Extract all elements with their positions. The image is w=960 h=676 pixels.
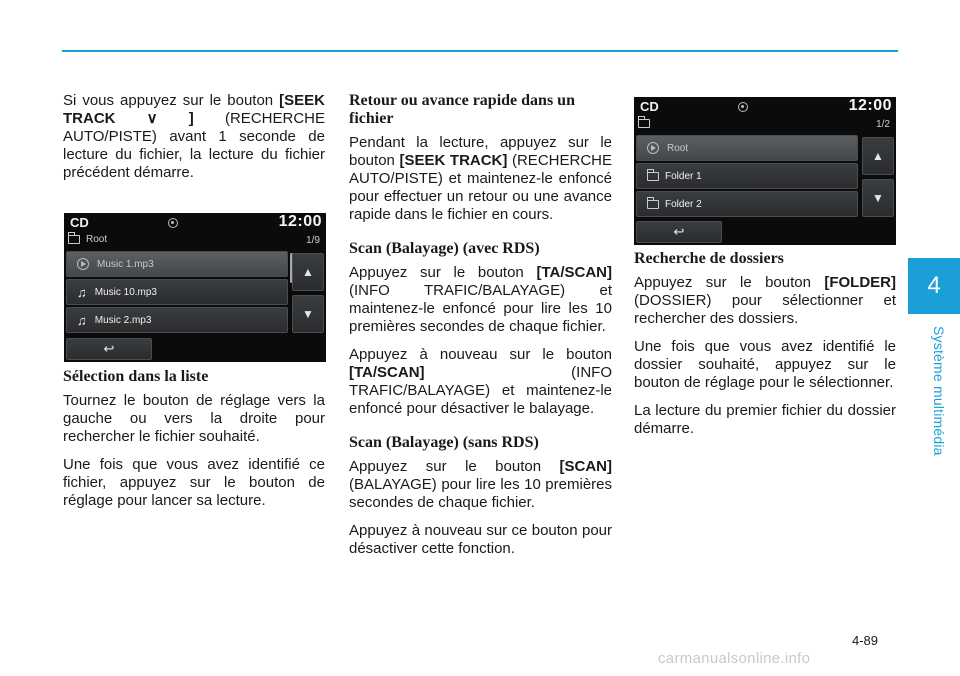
triangle-up-icon: ▲	[302, 265, 314, 279]
heading-scan-no-rds: Scan (Balayage) (sans RDS)	[349, 434, 539, 451]
status-bar	[64, 213, 326, 233]
status-bar	[634, 97, 896, 117]
list-item[interactable]: ♫ Music 10.mp3	[66, 279, 288, 305]
back-arrow-icon: ↩	[103, 341, 115, 356]
folder-icon	[638, 119, 650, 128]
play-icon	[647, 142, 659, 154]
clock: 12:00	[278, 213, 322, 230]
back-button[interactable]	[66, 338, 152, 360]
column-3	[634, 250, 896, 448]
play-paragraph: Une fois que vous avez identifié ce fichier, appuyez sur le bouton de réglage pour lancer sa lecture.	[63, 456, 325, 509]
list-item[interactable]: ♫ Music 2.mp3	[66, 307, 288, 333]
chapter-title: Système multimédia	[931, 326, 947, 456]
folder-play-paragraph: La lecture du premier fichier du dossier démarre.	[634, 402, 896, 437]
heading-scan-rds: Scan (Balayage) (avec RDS)	[349, 240, 540, 257]
seek-track-button-label: [SEEK TRACK ∨ ]	[63, 92, 325, 127]
scan-rds-paragraph: Appuyez sur le bouton [TA/SCAN] (INFO TRAFIC/BALAYAGE) et maintenez-le enfoncé pour lire les 10 premières secondes de chaque fichier.	[349, 264, 612, 335]
scan-rds-off-paragraph: Appuyez à nouveau sur le bouton [TA/SCAN] (INFO TRAFIC/BALAYAGE) et maintenez-le enfoncé pour désactiver le balayage.	[349, 346, 612, 417]
seek-paragraph: Si vous appuyez sur le bouton [SEEK TRACK ∨ ] (RECHERCHE AUTO/PISTE) avant 1 seconde de lecture du fichier, la lecture du fichier précédent démarre.	[63, 92, 325, 181]
source-mode: CD	[640, 99, 659, 114]
page-indicator: 1/2	[876, 119, 890, 130]
clock: 12:00	[848, 97, 892, 114]
list-item[interactable]: Music 1.mp3	[66, 251, 288, 277]
folder-paragraph: Appuyez sur le bouton [FOLDER] (DOSSIER) pour sélectionner et rechercher des dossiers.	[634, 274, 896, 327]
play-icon	[77, 258, 89, 270]
disc-icon	[738, 102, 748, 112]
folder-icon	[647, 172, 659, 181]
list-item[interactable]: Folder 1	[636, 163, 858, 189]
scan-off-paragraph: Appuyez à nouveau sur ce bouton pour désactiver cette fonction.	[349, 522, 612, 557]
path-bar: Root	[68, 234, 330, 252]
scroll-up-button[interactable]	[862, 137, 894, 175]
watermark: carmanualsonline.info	[658, 650, 811, 667]
scroll-up-button[interactable]	[292, 253, 324, 291]
triangle-up-icon: ▲	[872, 149, 884, 163]
select-paragraph: Tournez le bouton de réglage vers la gauche ou vers la droite pour rechercher le fichier souhaité.	[63, 392, 325, 445]
heading-select-list: Sélection dans la liste	[63, 368, 209, 385]
source-mode: CD	[70, 215, 89, 230]
heading-rewind: Retour ou avance rapide dans un fichier	[349, 92, 575, 127]
back-button[interactable]	[636, 221, 722, 243]
folder-list	[636, 135, 858, 219]
folder-icon	[647, 200, 659, 209]
column-2	[349, 92, 612, 568]
triangle-down-icon: ▼	[872, 191, 884, 205]
back-arrow-icon: ↩	[673, 224, 685, 239]
list-item[interactable]: Root	[636, 135, 858, 161]
music-note-icon: ♫	[77, 312, 87, 328]
scroll-down-button[interactable]	[292, 295, 324, 333]
path-bar	[638, 118, 900, 136]
file-list	[66, 251, 288, 335]
folder-select-paragraph: Une fois que vous avez identifié le dossier souhaité, appuyez sur le bouton de réglage pour le sélectionner.	[634, 338, 896, 391]
list-item[interactable]: Folder 2	[636, 191, 858, 217]
heading-folder: Recherche de dossiers	[634, 250, 784, 267]
scroll-down-button[interactable]	[862, 179, 894, 217]
scan-paragraph: Appuyez sur le bouton [SCAN] (BALAYAGE) pour lire les 10 premières secondes de chaque fichier.	[349, 458, 612, 511]
top-rule	[62, 50, 898, 52]
cd-file-list-screen	[64, 213, 326, 362]
cd-folder-list-screen	[634, 97, 896, 245]
page-number: 4-89	[852, 633, 879, 648]
column-1	[63, 92, 325, 192]
music-note-icon: ♫	[77, 284, 87, 300]
folder-icon	[68, 235, 80, 244]
page-indicator: 1/9	[306, 235, 320, 246]
chapter-tab: 4	[908, 258, 960, 314]
triangle-down-icon: ▼	[302, 307, 314, 321]
disc-icon	[168, 218, 178, 228]
column-1-lower	[63, 368, 325, 520]
rewind-paragraph: Pendant la lecture, appuyez sur le bouton [SEEK TRACK] (RECHERCHE AUTO/PISTE) et maintenez-le enfoncé pour effectuer un retour ou une avance rapide dans le fichier en cours.	[349, 134, 612, 223]
